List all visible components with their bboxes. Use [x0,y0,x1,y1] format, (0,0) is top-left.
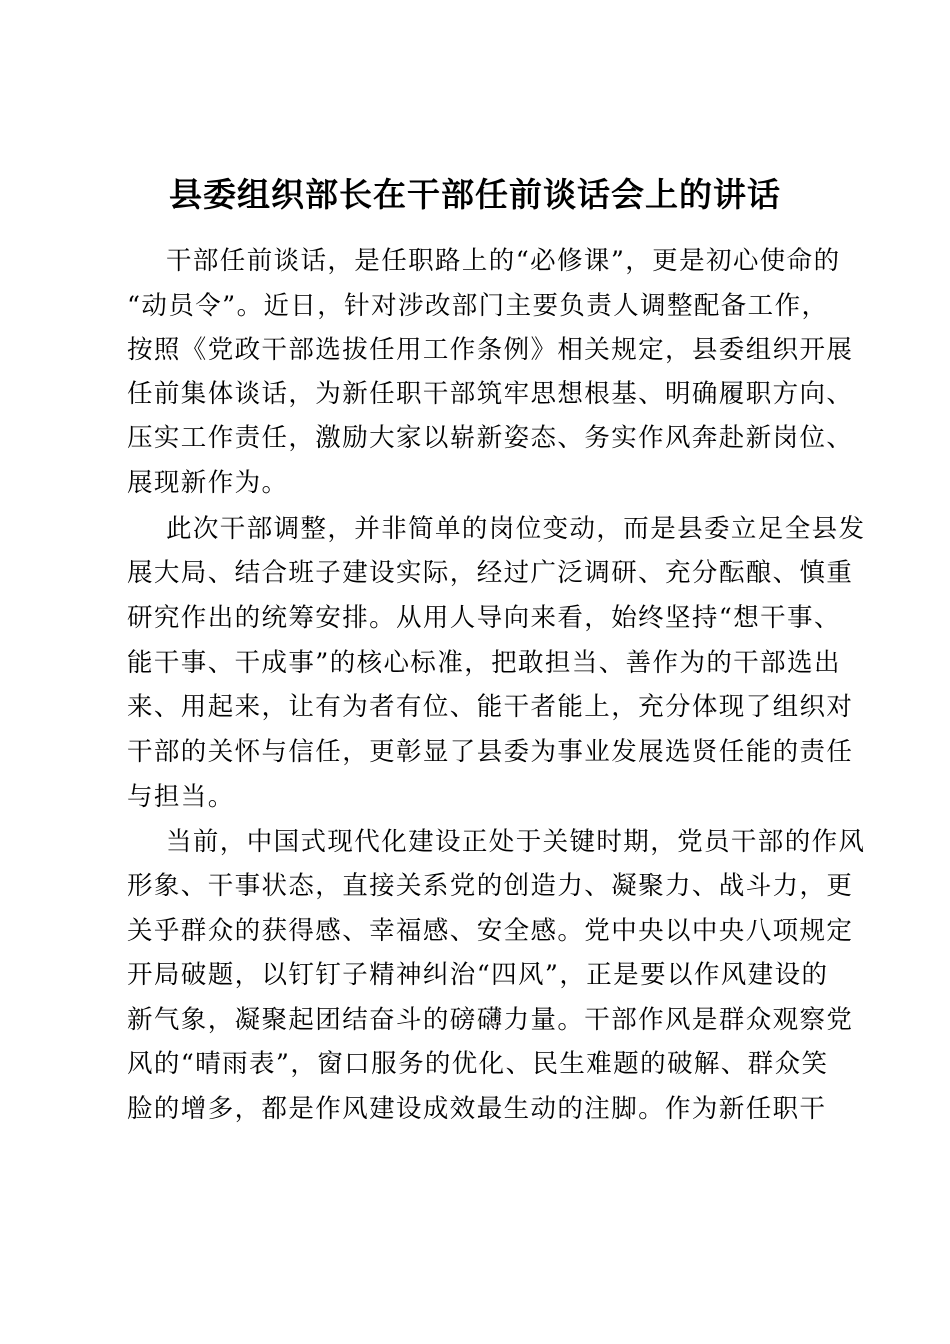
paragraph-3-line-5: 新气象，凝聚起团结奋斗的磅礴力量。干部作风是群众观察党 [127,1005,854,1035]
paragraph-1-line-3: 按照《党政干部选拔任用工作条例》相关规定，县委组织开展 [127,335,854,365]
paragraph-1-line-6: 展现新作为。 [127,468,289,498]
paragraph-3-line-6: 风的“晴雨表”，窗口服务的优化、民生难题的破解、群众笑 [127,1049,829,1079]
paragraph-3-line-3: 关乎群众的获得感、幸福感、安全感。党中央以中央八项规定 [127,916,854,946]
paragraph-1-line-1: 干部任前谈话，是任职路上的“必修课”，更是初心使命的 [166,246,841,276]
paragraph-1-line-2: “动员令”。近日，针对涉改部门主要负责人调整配备工作， [127,291,829,321]
document-title: 县委组织部长在干部任前谈话会上的讲话 [169,175,781,214]
paragraph-3-line-7: 脸的增多，都是作风建设成效最生动的注脚。作为新任职干 [127,1094,827,1124]
paragraph-3-line-2: 形象、干事状态，直接关系党的创造力、凝聚力、战斗力，更 [127,871,854,901]
paragraph-2-line-3: 研究作出的统筹安排。从用人导向来看，始终坚持“想干事、 [127,603,841,633]
paragraph-2-line-2: 展大局、结合班子建设实际，经过广泛调研、充分酝酿、慎重 [127,558,854,588]
paragraph-2-line-5: 来、用起来，让有为者有位、能干者能上，充分体现了组织对 [127,692,854,722]
paragraph-2-line-4: 能干事、干成事”的核心标准，把敢担当、善作为的干部选出 [127,648,841,678]
paragraph-3-line-4: 开局破题，以钉钉子精神纠治“四风”，正是要以作风建设的 [127,960,829,990]
paragraph-2-line-7: 与担当。 [127,782,235,812]
paragraph-2-line-6: 干部的关怀与信任，更彰显了县委为事业发展选贤任能的责任 [127,737,854,767]
paragraph-2-line-1: 此次干部调整，并非简单的岗位变动，而是县委立足全县发 [166,514,866,544]
paragraph-3-line-1: 当前，中国式现代化建设正处于关键时期，党员干部的作风 [166,827,866,857]
paragraph-1-line-5: 压实工作责任，激励大家以崭新姿态、务实作风奔赴新岗位、 [127,423,854,453]
paragraph-1-line-4: 任前集体谈话，为新任职干部筑牢思想根基、明确履职方向、 [127,379,854,409]
